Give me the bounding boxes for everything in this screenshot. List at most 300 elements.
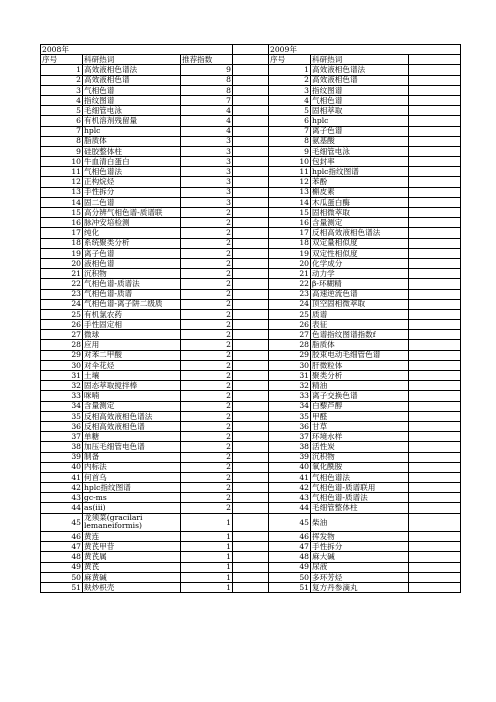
row-term: 槲皮素 [311,187,409,197]
header-row [41,55,461,65]
table-row [41,248,461,258]
gap-cell [233,513,269,531]
row-index: 22 [269,279,311,289]
row-score [409,258,461,268]
row-score [409,421,461,431]
row-index: 51 [41,583,83,593]
gap-cell [233,503,269,513]
row-score [409,299,461,309]
row-index: 13 [269,187,311,197]
row-index: 6 [269,116,311,126]
row-term: 尿液 [311,562,409,572]
row-index: 45 [269,513,311,531]
row-term: 反相高效液相色谱法 [311,228,409,238]
table-row [41,116,461,126]
row-term: 动力学 [311,269,409,279]
row-term: 黄芪属 [83,552,181,562]
row-term: hplc指纹图谱 [311,167,409,177]
table-row [41,309,461,319]
row-term: hplc [311,116,409,126]
table-row [41,187,461,197]
row-score: 4 [181,106,233,116]
table-row [41,513,461,531]
table-row [41,340,461,350]
row-term: 牛血清白蛋白 [83,157,181,167]
row-term: 制备 [83,452,181,462]
row-term: 龙须菜(gracilari lemaneiformis) [83,513,181,531]
row-score [409,248,461,258]
row-index: 21 [41,269,83,279]
row-term: 高效液相色谱 [83,75,181,85]
row-term: 含量测定 [83,401,181,411]
gap-cell [233,320,269,330]
table-row [41,472,461,482]
row-term: 肝微粒体 [311,360,409,370]
table-row [41,258,461,268]
table-row [41,483,461,493]
row-index: 47 [269,542,311,552]
row-score: 2 [181,371,233,381]
row-score: 2 [181,309,233,319]
table-row [41,360,461,370]
row-term: 木瓜蛋白酶 [311,197,409,207]
row-score: 8 [181,85,233,95]
row-term: 硅胶整体柱 [83,146,181,156]
row-index: 41 [41,472,83,482]
row-term: 双定性相似度 [311,248,409,258]
table-row [41,381,461,391]
row-score: 2 [181,248,233,258]
row-term: 加压毛细管电色谱 [83,442,181,452]
row-score: 2 [181,391,233,401]
row-index: 10 [269,157,311,167]
row-score: 1 [181,552,233,562]
row-term: 高效液相色谱法 [311,65,409,75]
row-index: 45 [41,513,83,531]
row-term: 苯酚 [311,177,409,187]
index-header: 序号 [41,55,83,65]
row-score: 2 [181,401,233,411]
row-score: 3 [181,157,233,167]
gap-cell [233,391,269,401]
row-score [409,340,461,350]
row-term: 手性固定相 [83,320,181,330]
gap-cell [233,136,269,146]
row-index: 4 [41,95,83,105]
row-term: 柴油 [311,513,409,531]
gap-cell [233,45,269,55]
row-index: 33 [269,391,311,401]
row-score [409,483,461,493]
row-score [409,562,461,572]
gap-cell [233,157,269,167]
row-index: 30 [269,360,311,370]
year-2008-label: 2008年 [41,45,233,55]
row-index: 3 [41,85,83,95]
gap-cell [233,167,269,177]
row-index: 23 [41,289,83,299]
row-score [409,146,461,156]
row-index: 42 [269,483,311,493]
row-term: 离子色谱 [83,248,181,258]
row-index: 17 [41,228,83,238]
row-score [409,106,461,116]
row-index: 10 [41,157,83,167]
row-score [409,157,461,167]
row-index: 25 [41,309,83,319]
row-term: 沉积物 [83,269,181,279]
row-index: 35 [41,411,83,421]
row-score: 1 [181,572,233,582]
row-term: 高效液相色谱 [311,75,409,85]
row-term: 多环芳烃 [311,572,409,582]
row-term: 手性拆分 [83,187,181,197]
row-term: 精油 [311,381,409,391]
gap-cell [233,572,269,582]
row-index: 50 [269,572,311,582]
row-term: 应用 [83,340,181,350]
row-score [409,279,461,289]
row-index: 36 [269,421,311,431]
row-index: 29 [269,350,311,360]
gap-cell [233,126,269,136]
row-score [409,309,461,319]
row-term: 固相萃取 [311,106,409,116]
row-index: 5 [41,106,83,116]
row-index: 47 [41,542,83,552]
row-index: 44 [269,503,311,513]
row-term: 胶束电动毛细管色谱 [311,350,409,360]
row-score: 3 [181,187,233,197]
row-term: as(iii) [83,503,181,513]
gap-cell [233,309,269,319]
row-term: β-环糊精 [311,279,409,289]
row-term: 指纹图谱 [83,95,181,105]
gap-cell [233,106,269,116]
row-score [409,472,461,482]
row-score: 1 [181,542,233,552]
row-score: 2 [181,340,233,350]
table-row [41,238,461,248]
row-term: 双定量相似度 [311,238,409,248]
row-index: 22 [41,279,83,289]
row-term: 正构烷烃 [83,177,181,187]
row-term: 指纹图谱 [311,85,409,95]
row-term: 气相色谱-质谱法 [311,493,409,503]
row-term: 活性炭 [311,442,409,452]
row-index: 30 [41,360,83,370]
table-row [41,299,461,309]
row-term: 顶空固相微萃取 [311,299,409,309]
table-row [41,542,461,552]
row-index: 50 [41,572,83,582]
row-index: 26 [41,320,83,330]
row-index: 44 [41,503,83,513]
row-term: 固相微萃取 [311,208,409,218]
gap-cell [233,269,269,279]
row-score [409,583,461,593]
row-score [409,116,461,126]
gap-cell [233,381,269,391]
row-score: 2 [181,462,233,472]
row-term: 离子交换色谱 [311,391,409,401]
row-score: 1 [181,562,233,572]
row-index: 1 [41,65,83,75]
row-index: 13 [41,187,83,197]
row-index: 12 [269,177,311,187]
row-index: 18 [269,238,311,248]
table-row [41,228,461,238]
row-index: 7 [269,126,311,136]
row-term: 纯化 [83,228,181,238]
row-index: 34 [269,401,311,411]
gap-cell [233,279,269,289]
row-index: 27 [41,330,83,340]
gap-cell [233,442,269,452]
row-index: 49 [41,562,83,572]
table-row [41,330,461,340]
row-index: 28 [269,340,311,350]
gap-cell [233,532,269,542]
gap-cell [233,187,269,197]
row-score: 2 [181,472,233,482]
gap-cell [233,95,269,105]
row-score: 3 [181,136,233,146]
row-score [409,371,461,381]
gap-cell [233,411,269,421]
row-score: 2 [181,381,233,391]
gap-cell [233,421,269,431]
row-index: 40 [269,462,311,472]
row-score: 2 [181,289,233,299]
row-index: 32 [41,381,83,391]
row-index: 20 [41,258,83,268]
gap-cell [233,432,269,442]
table-row [41,583,461,593]
keyword-table [40,44,461,593]
row-score: 1 [181,532,233,542]
row-term: 脂质体 [311,340,409,350]
row-score: 2 [181,228,233,238]
row-score [409,552,461,562]
row-term: 毛细管电泳 [83,106,181,116]
row-score: 2 [181,320,233,330]
row-score: 1 [181,583,233,593]
row-term: 气相色谱-质谱法 [83,279,181,289]
row-score [409,228,461,238]
row-score [409,442,461,452]
table-row [41,65,461,75]
row-index: 33 [41,391,83,401]
row-term: 挥发物 [311,532,409,542]
row-index: 37 [269,432,311,442]
row-score [409,269,461,279]
row-score [409,572,461,582]
row-index: 39 [269,452,311,462]
row-index: 25 [269,309,311,319]
row-score [409,401,461,411]
row-index: 29 [41,350,83,360]
row-index: 38 [269,442,311,452]
row-index: 34 [41,401,83,411]
row-index: 51 [269,583,311,593]
table-row [41,371,461,381]
row-term: 环境水样 [311,432,409,442]
row-score [409,513,461,531]
row-score: 8 [181,75,233,85]
row-term: 离子色谱 [311,126,409,136]
row-score [409,360,461,370]
row-index: 42 [41,483,83,493]
gap-cell [233,350,269,360]
row-index: 17 [269,228,311,238]
row-index: 6 [41,116,83,126]
row-term: 反相高效液相色谱法 [83,411,181,421]
row-index: 11 [269,167,311,177]
row-index: 24 [269,299,311,309]
row-index: 46 [269,532,311,542]
row-index: 31 [269,371,311,381]
row-score [409,432,461,442]
row-score: 1 [181,513,233,531]
row-index: 16 [41,218,83,228]
row-score [409,218,461,228]
gap-cell [233,116,269,126]
row-index: 1 [269,65,311,75]
row-term: 单糖 [83,432,181,442]
gap-cell [233,452,269,462]
row-term: 聚类分析 [311,371,409,381]
gap-cell [233,177,269,187]
row-score: 2 [181,330,233,340]
row-term: 气相色谱 [311,95,409,105]
row-term: 咪喃 [83,391,181,401]
row-score: 3 [181,146,233,156]
table-row [41,106,461,116]
row-term: 毛细管整体柱 [311,503,409,513]
row-score [409,136,461,146]
row-index: 2 [269,75,311,85]
row-term: 固态萃取搅拌棒 [83,381,181,391]
table-row [41,532,461,542]
row-term: 气相色谱法 [83,167,181,177]
row-term: 有机溶剂残留量 [83,116,181,126]
row-index: 23 [269,289,311,299]
table-row [41,493,461,503]
row-term: 脉冲安培检测 [83,218,181,228]
row-index: 32 [269,381,311,391]
gap-cell [233,583,269,593]
row-score: 2 [181,279,233,289]
row-term: hplc [83,126,181,136]
row-term: 内标法 [83,462,181,472]
row-index: 41 [269,472,311,482]
row-index: 11 [41,167,83,177]
row-index: 28 [41,340,83,350]
table-row [41,421,461,431]
row-term: 高分辨气相色谱-质谱联 [83,208,181,218]
row-score: 4 [181,126,233,136]
row-term: 含量测定 [311,218,409,228]
gap-cell [233,197,269,207]
table-row [41,269,461,279]
row-index: 19 [269,248,311,258]
table-row [41,391,461,401]
table-row [41,401,461,411]
row-index: 35 [269,411,311,421]
gap-cell [233,552,269,562]
row-score [409,391,461,401]
table-row [41,289,461,299]
row-score [409,542,461,552]
row-index: 3 [269,85,311,95]
row-score: 2 [181,483,233,493]
gap-cell [233,542,269,552]
row-index: 26 [269,320,311,330]
row-index: 12 [41,177,83,187]
row-score [409,350,461,360]
row-score: 2 [181,421,233,431]
score-header: 推荐指数 [181,55,233,65]
row-term: 何首乌 [83,472,181,482]
row-score [409,167,461,177]
row-term: 黄芪 [83,562,181,572]
row-score: 2 [181,503,233,513]
row-index: 5 [269,106,311,116]
row-index: 19 [41,248,83,258]
table-row [41,442,461,452]
table-row [41,136,461,146]
row-term: 手性拆分 [311,542,409,552]
row-term: 毛细管电泳 [311,146,409,156]
row-score [409,238,461,248]
gap-cell [233,85,269,95]
row-index: 2 [41,75,83,85]
row-index: 18 [41,238,83,248]
row-index: 16 [269,218,311,228]
row-term: 固二色谱 [83,197,181,207]
row-index: 21 [269,269,311,279]
table-row [41,218,461,228]
row-index: 31 [41,371,83,381]
row-score [409,95,461,105]
row-index: 27 [269,330,311,340]
table-row [41,95,461,105]
row-term: 麻黄碱 [83,572,181,582]
table-row [41,562,461,572]
row-index: 38 [41,442,83,452]
row-term: 麻大碱 [311,552,409,562]
row-score: 2 [181,269,233,279]
table-row [41,146,461,156]
row-term: 复方丹参滴丸 [311,583,409,593]
row-index: 36 [41,421,83,431]
row-term: 黄连 [83,532,181,542]
row-index: 8 [269,136,311,146]
gap-cell [233,208,269,218]
gap-cell [233,55,269,65]
table-row [41,157,461,167]
table-row [41,85,461,95]
row-score: 2 [181,238,233,248]
row-index: 15 [269,208,311,218]
row-score [409,126,461,136]
table-row [41,197,461,207]
gap-cell [233,401,269,411]
gap-cell [233,75,269,85]
row-index: 37 [41,432,83,442]
index-header: 序号 [269,55,311,65]
